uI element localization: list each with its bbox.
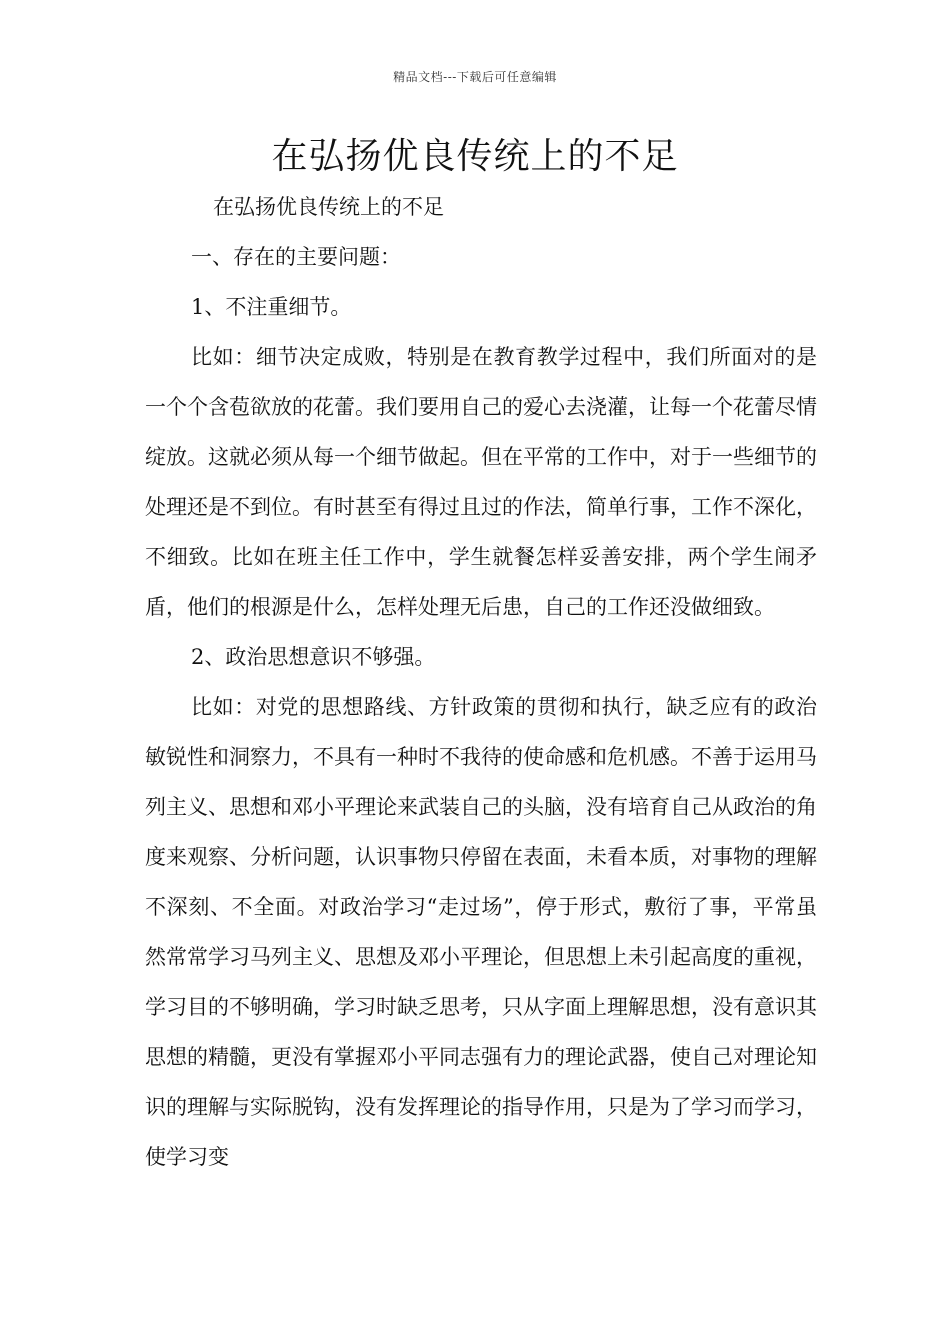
body-paragraph-1: 比如：细节决定成败，特别是在教育教学过程中，我们所面对的是一个个含苞欲放的花蕾。我们要用自己的爱心去浇灌，让每一个花蕾尽情绽放。这就必须从每一个细节做起。但在平常的工作中，对于一些细节的处理还是不到位。有时甚至有得过且过的作法，简单行事，工作不深化，不细致。比如在班主任工作中，学生就餐怎样妥善安排，两个学生闹矛盾，他们的根源是什么，怎样处理无后患，自己的工作还没做细致。 (145, 345, 817, 619)
subtitle-paragraph: 在弘扬优良传统上的不足 (213, 195, 444, 219)
item-heading-2: 2、政治思想意识不够强。 (191, 645, 436, 669)
item-heading-1: 1、不注重细节。 (191, 295, 352, 319)
page-header-watermark: 精品文档---下载后可任意编辑 (393, 70, 557, 84)
document-title: 在弘扬优良传统上的不足 (271, 136, 679, 177)
section-heading: 一、存在的主要问题： (191, 245, 401, 269)
body-paragraph-2: 比如：对党的思想路线、方针政策的贯彻和执行，缺乏应有的政治敏锐性和洞察力，不具有一种时不我待的使命感和危机感。不善于运用马列主义、思想和邓小平理论来武装自己的头脑，没有培育自己从政治的角度来观察、分析问题，认识事物只停留在表面，未看本质，对事物的理解不深刻、不全面。对政治学习“走过场”，停于形式，敷衍了事，平常虽然常常学习马列主义、思想及邓小平理论，但思想上未引起高度的重视，学习目的不够明确，学习时缺乏思考，只从字面上理解思想，没有意识其思想的精髓，更没有掌握邓小平同志强有力的理论武器，使自己对理论知识的理解与实际脱钩，没有发挥理论的指导作用，只是为了学习而学习，使学习变 (145, 695, 817, 1169)
document-body (145, 182, 817, 1182)
